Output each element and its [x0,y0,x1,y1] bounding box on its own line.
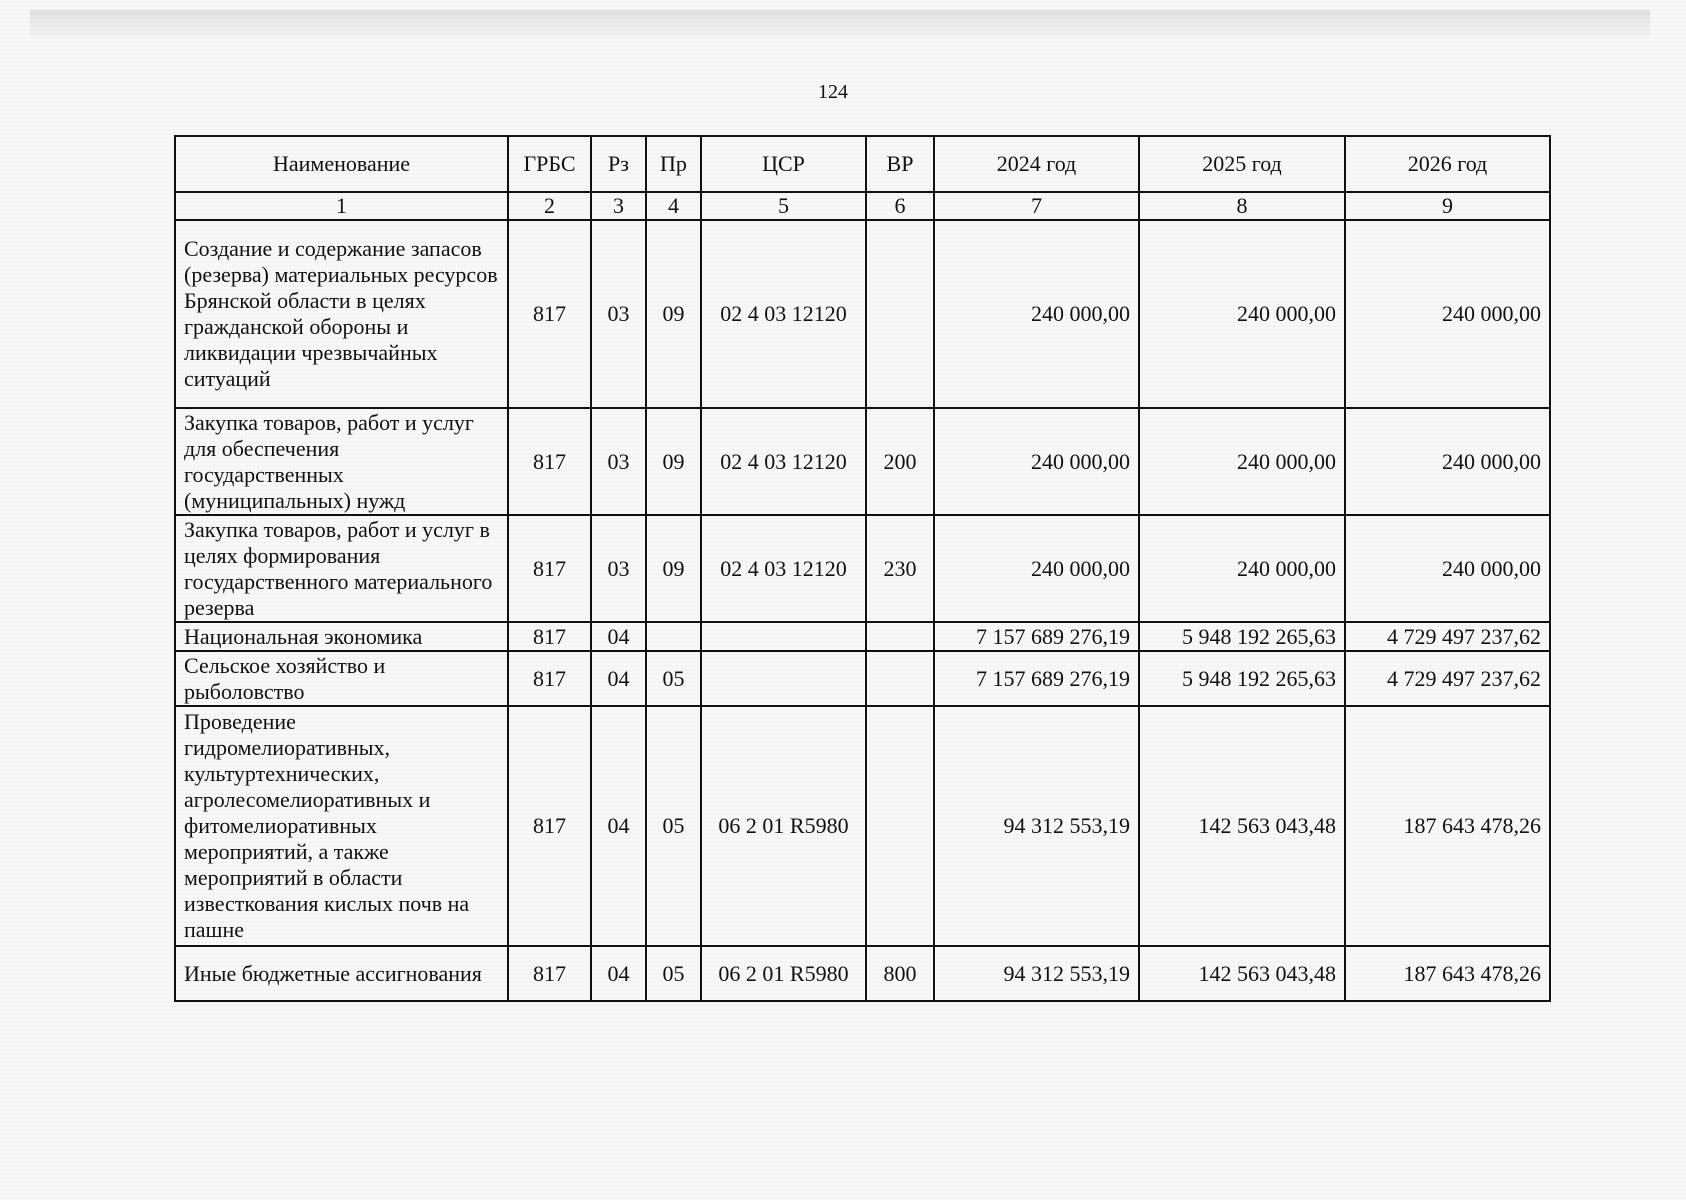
row-2024: 7 157 689 276,19 [934,622,1139,651]
row-csr [701,622,866,651]
row-2025: 5 948 192 265,63 [1139,622,1345,651]
row-pr: 05 [646,946,701,1001]
row-vr [866,651,934,706]
row-name: Проведение гидромелиоративных, культуртехнических, агролесомелиоративных и фитомелиоративных мероприятий, а также мероприятий в области известкования кислых почв на пашне [175,706,508,946]
column-number: 7 [934,192,1139,220]
row-rz: 04 [591,622,646,651]
row-vr: 800 [866,946,934,1001]
row-2026: 4 729 497 237,62 [1345,651,1550,706]
row-name: Закупка товаров, работ и услуг для обеспечения государственных (муниципальных) нужд [175,408,508,515]
row-csr: 06 2 01 R5980 [701,946,866,1001]
row-2025: 240 000,00 [1139,408,1345,515]
row-pr: 09 [646,515,701,622]
row-vr [866,622,934,651]
column-number: 9 [1345,192,1550,220]
column-number: 2 [508,192,591,220]
header-csr: ЦСР [701,136,866,192]
row-csr [701,651,866,706]
row-csr: 02 4 03 12120 [701,515,866,622]
row-2025: 5 948 192 265,63 [1139,651,1345,706]
row-csr: 06 2 01 R5980 [701,706,866,946]
header-name: Наименование [175,136,508,192]
table-row [175,706,1550,946]
row-2024: 240 000,00 [934,220,1139,408]
column-number-row [175,192,1550,220]
row-vr [866,706,934,946]
page-number: 124 [818,81,848,103]
column-number: 3 [591,192,646,220]
table-row [175,515,1550,622]
budget-table [174,135,1551,1002]
row-rz: 03 [591,408,646,515]
column-number: 1 [175,192,508,220]
row-vr: 230 [866,515,934,622]
row-name: Национальная экономика [175,622,508,651]
row-pr: 05 [646,706,701,946]
row-2025: 240 000,00 [1139,515,1345,622]
row-2024: 240 000,00 [934,408,1139,515]
row-pr [646,622,701,651]
row-name: Создание и содержание запасов (резерва) материальных ресурсов Брянской области в целях гражданской обороны и ликвидации чрезвычайных ситуаций [175,220,508,408]
column-number: 5 [701,192,866,220]
row-rz: 04 [591,651,646,706]
table-row [175,220,1550,408]
table-row [175,622,1550,651]
row-pr: 05 [646,651,701,706]
column-number: 6 [866,192,934,220]
row-2024: 240 000,00 [934,515,1139,622]
row-2024: 94 312 553,19 [934,946,1139,1001]
header-vr: ВР [866,136,934,192]
row-pr: 09 [646,220,701,408]
row-rz: 03 [591,515,646,622]
row-rz: 04 [591,706,646,946]
row-csr: 02 4 03 12120 [701,408,866,515]
row-grbs: 817 [508,408,591,515]
header-2024: 2024 год [934,136,1139,192]
row-rz: 04 [591,946,646,1001]
row-name: Сельское хозяйство и рыболовство [175,651,508,706]
row-2025: 240 000,00 [1139,220,1345,408]
row-2026: 240 000,00 [1345,220,1550,408]
table-row [175,651,1550,706]
row-2026: 187 643 478,26 [1345,706,1550,946]
row-2025: 142 563 043,48 [1139,706,1345,946]
row-2024: 7 157 689 276,19 [934,651,1139,706]
row-name: Закупка товаров, работ и услуг в целях формирования государственного материального резерва [175,515,508,622]
row-grbs: 817 [508,651,591,706]
row-grbs: 817 [508,515,591,622]
table-row [175,408,1550,515]
row-csr: 02 4 03 12120 [701,220,866,408]
row-grbs: 817 [508,946,591,1001]
header-pr: Пр [646,136,701,192]
row-2026: 240 000,00 [1345,408,1550,515]
header-row [175,136,1550,192]
header-2026: 2026 год [1345,136,1550,192]
row-2025: 142 563 043,48 [1139,946,1345,1001]
row-2026: 187 643 478,26 [1345,946,1550,1001]
row-pr: 09 [646,408,701,515]
column-number: 8 [1139,192,1345,220]
table-row [175,946,1550,1001]
row-vr [866,220,934,408]
row-grbs: 817 [508,706,591,946]
header-grbs: ГРБС [508,136,591,192]
row-grbs: 817 [508,220,591,408]
row-vr: 200 [866,408,934,515]
column-number: 4 [646,192,701,220]
header-2025: 2025 год [1139,136,1345,192]
row-2026: 240 000,00 [1345,515,1550,622]
header-rz: Рз [591,136,646,192]
row-2026: 4 729 497 237,62 [1345,622,1550,651]
row-rz: 03 [591,220,646,408]
row-name: Иные бюджетные ассигнования [175,946,508,1001]
row-2024: 94 312 553,19 [934,706,1139,946]
scan-edge-shadow [30,10,1650,40]
row-grbs: 817 [508,622,591,651]
